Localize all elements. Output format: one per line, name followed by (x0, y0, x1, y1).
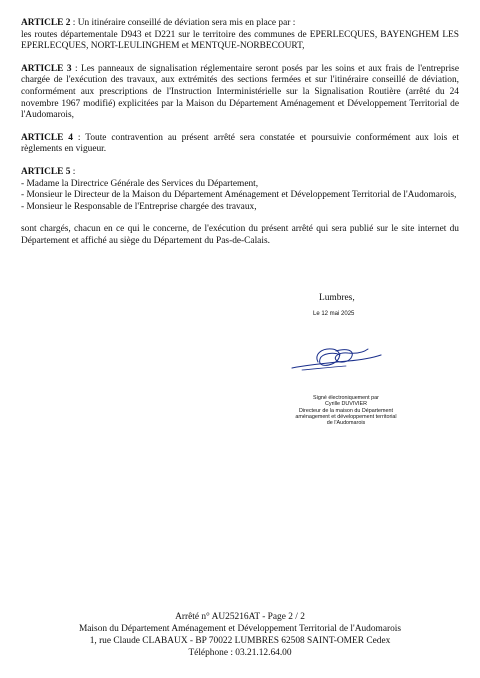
signatory-title-line-3: de l'Audomarois (326, 420, 366, 427)
document-body (21, 18, 459, 248)
article-5-paragraph (21, 167, 459, 179)
article-2 (21, 18, 459, 53)
article-3 (21, 64, 459, 122)
article-5-text: : (70, 166, 76, 177)
article-3-paragraph (21, 64, 459, 122)
footer-reference: Arrêté n° AU25216AT - Page 2 / 2 (175, 612, 305, 622)
article-4-text: : Toute contravention au présent arrêté sera constatée et poursuivie conformément aux lois et règlements en vigueur. (21, 132, 460, 155)
signatory-title-line-2: aménagement et développement territorial (295, 413, 397, 420)
page-footer (40, 611, 440, 659)
article-3-text: : Les panneaux de signalisation réglementaire seront posés par les soins et aux frais de l'entreprise chargée de l'exécution des travaux, aux extrémités des sections fermées et sur l'itinéraire conseillé de déviation, conformément aux prescriptions de l'Instruction Interministérielle sur la Signalisation Routière (arrêté du 24 novembre 1967 modifié) explicitées par la Maison du Département Aménagement et Développement Territorial de l'Audomarois, (21, 63, 459, 121)
signatory-name: Cyrille DUVIVIER (325, 401, 367, 408)
handwritten-signature (288, 340, 384, 376)
article-4-heading: ARTICLE 4 (21, 132, 73, 143)
footer-organization: Maison du Département Aménagement et Développement Territorial de l'Audomarois (78, 624, 402, 634)
article-4 (21, 133, 459, 156)
footer-address: 1, rue Claude CLABAUX - BP 70022 LUMBRES 62508 SAINT-OMER Cedex (89, 636, 391, 646)
article-2-text: : Un itinéraire conseillé de déviation sera mis en place par : (70, 18, 296, 28)
article-4-paragraph (21, 133, 459, 156)
article-5-item-1: - Madame la Directrice Générale des Services du Département, (21, 178, 259, 189)
article-2-route-line: les routes départementale D943 et D221 sur le territoire des communes de EPERLECQUES, BAYENGHEM LES EPERLECQUES, NORT-LEULINGHEM et MENTQUE-NORBECOURT, (21, 29, 459, 52)
article-5 (21, 167, 459, 213)
signing-place: Lumbres, (319, 293, 355, 303)
footer-phone: Téléphone : 03.21.12.64.00 (188, 648, 292, 658)
signatory-title-line-1: Directeur de la maison du Département (298, 407, 394, 414)
article-5-item-2: - Monsieur le Directeur de la Maison du Département Aménagement et Développement Territorial de l'Audomarois, (21, 190, 457, 201)
conclusion-paragraph: sont chargés, chacun en ce qui le concerne, de l'exécution du présent arrêté qui sera publié sur le site internet du Département et affiché au siège du Département du Pas-de-Calais. (21, 224, 459, 246)
article-2-heading: ARTICLE 2 (21, 18, 71, 28)
signature-statement: Signé électroniquement par (313, 395, 379, 401)
article-2-paragraph (21, 18, 459, 30)
article-5-item-3: - Monsieur le Responsable de l'Entreprise chargée des travaux, (21, 201, 257, 212)
electronic-signature-block (256, 395, 436, 426)
article-5-heading: ARTICLE 5 (21, 166, 71, 177)
signing-date: Le 12 mai 2025 (313, 311, 355, 317)
article-3-heading: ARTICLE 3 (21, 63, 72, 74)
